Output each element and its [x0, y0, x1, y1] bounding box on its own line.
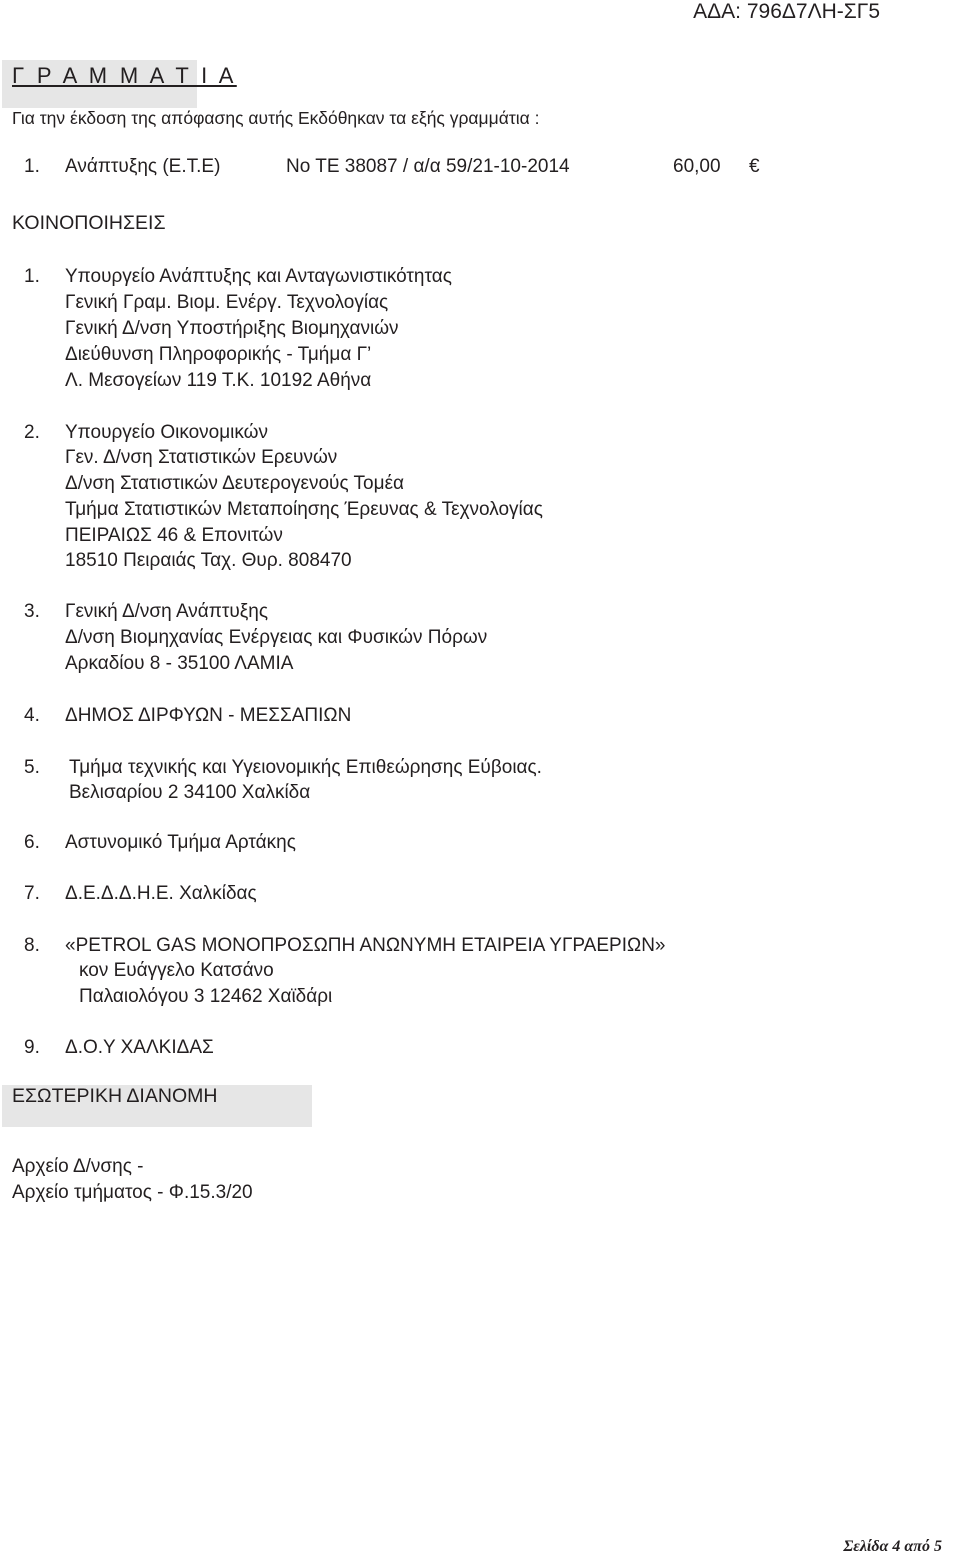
internal-distribution-line: Αρχείο τμήματος - Φ.15.3/20: [12, 1182, 253, 1203]
recipient-line: Δ/νση Στατιστικών Δευτερογενούς Τομέα: [65, 473, 405, 494]
recipient-number: 2.: [24, 422, 40, 443]
recipient-number: 8.: [24, 935, 40, 956]
recipient-line: Δ.Ο.Υ ΧΑΛΚΙΔΑΣ: [65, 1037, 214, 1058]
grammatio-amount: 60,00: [673, 156, 721, 177]
recipient-line: κον Ευάγγελο Κατσάνο: [79, 960, 274, 981]
recipient-line: Γενική Δ/νση Ανάπτυξης: [65, 601, 268, 622]
recipient-number: 9.: [24, 1037, 40, 1058]
page-number: Σελίδα 4 από 5: [843, 1538, 942, 1555]
recipient-line: Τμήμα τεχνικής και Υγειονομικής Επιθεώρησης Εύβοιας.: [69, 757, 542, 778]
recipient-line: Υπουργείο Ανάπτυξης και Ανταγωνιστικότητας: [65, 266, 452, 287]
grammatia-heading: Γ Ρ Α Μ Μ Α Τ Ι Α: [12, 63, 237, 88]
grammatio-label: Ανάπτυξης (Ε.Τ.Ε): [65, 156, 221, 177]
recipient-number: 1.: [24, 266, 40, 287]
recipient-line: Λ. Μεσογείων 119 Τ.Κ. 10192 Αθήνα: [65, 370, 372, 391]
euro-symbol: €: [749, 156, 760, 177]
recipient-line: Δ/νση Βιομηχανίας Ενέργειας και Φυσικών Πόρων: [65, 627, 488, 648]
recipient-number: 7.: [24, 883, 40, 904]
recipient-number: 3.: [24, 601, 40, 622]
koinopoiiseis-heading: ΚΟΙΝΟΠΟΙΗΣΕΙΣ: [12, 212, 166, 234]
recipient-line: ΔΗΜΟΣ ΔΙΡΦΥΩΝ - ΜΕΣΣΑΠΙΩΝ: [65, 705, 352, 726]
grammatio-reference: Νο ΤΕ 38087 / α/α 59/21-10-2014: [286, 156, 570, 177]
recipient-line: Αστυνομικό Τμήμα Αρτάκης: [65, 832, 296, 853]
recipient-line: ΠΕΙΡΑΙΩΣ 46 & Επονιτών: [65, 525, 283, 546]
recipient-line: Βελισαρίου 2 34100 Χαλκίδα: [69, 782, 311, 803]
recipient-number: 5.: [24, 757, 40, 778]
ada-code: ΑΔΑ: 796Δ7ΛΗ-ΣΓ5: [693, 0, 880, 23]
internal-distribution-line: Αρχείο Δ/νσης -: [12, 1156, 144, 1177]
grammatia-intro: Για την έκδοση της απόφασης αυτής Εκδόθηκαν τα εξής γραμμάτια :: [12, 108, 540, 128]
recipient-line: «PETROL GAS ΜΟΝΟΠΡΟΣΩΠΗ ΑΝΩΝΥΜΗ ΕΤΑΙΡΕΙΑ ΥΓΡΑΕΡΙΩΝ»: [65, 935, 666, 956]
recipient-line: Αρκαδίου 8 - 35100 ΛΑΜΙΑ: [65, 653, 294, 674]
grammatio-number: 1.: [24, 156, 40, 177]
recipient-line: Παλαιολόγου 3 12462 Χαϊδάρι: [79, 986, 333, 1007]
esoteriki-heading: ΕΣΩΤΕΡΙΚΗ ΔΙΑΝΟΜΗ: [12, 1085, 218, 1107]
recipient-line: Τμήμα Στατιστικών Μεταποίησης Έρευνας & Τεχνολογίας: [65, 499, 543, 520]
recipient-number: 4.: [24, 705, 40, 726]
recipient-line: Γενική Δ/νση Υποστήριξης Βιομηχανιών: [65, 318, 399, 339]
recipient-line: Γενική Γραμ. Βιομ. Ενέργ. Τεχνολογίας: [65, 292, 389, 313]
recipient-number: 6.: [24, 832, 40, 853]
recipient-line: Γεν. Δ/νση Στατιστικών Ερευνών: [65, 447, 338, 468]
recipient-line: Δ.Ε.Δ.Δ.Η.Ε. Χαλκίδας: [65, 883, 257, 904]
recipient-line: 18510 Πειραιάς Ταχ. Θυρ. 808470: [65, 550, 352, 571]
recipient-line: Υπουργείο Οικονομικών: [65, 422, 268, 443]
recipient-line: Διεύθυνση Πληροφορικής - Τμήμα Γ’: [65, 344, 372, 365]
